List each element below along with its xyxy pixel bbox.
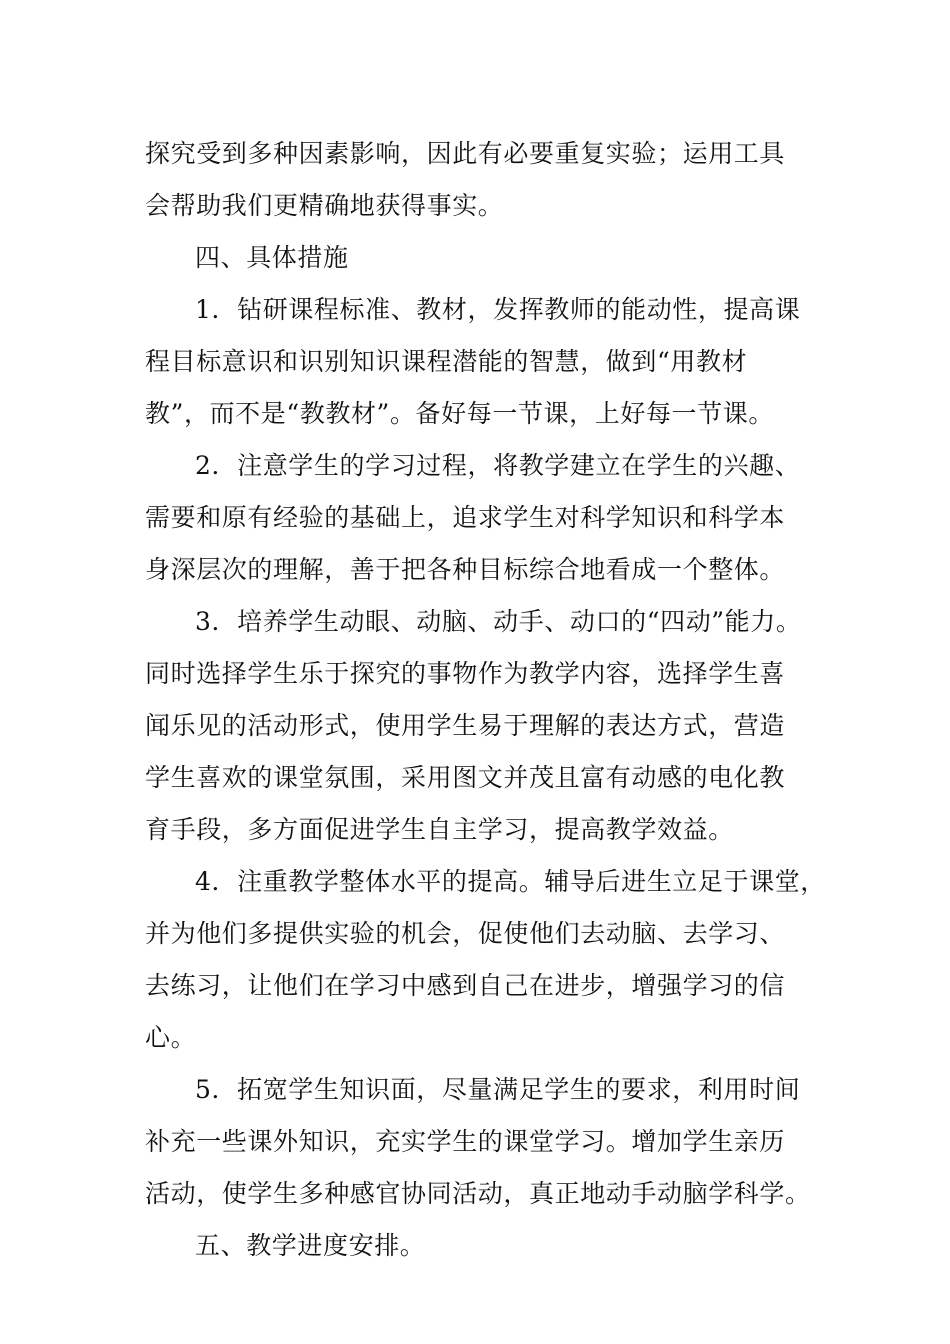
text-line: 会帮助我们更精确地获得事实。: [145, 191, 504, 220]
text-line: 4．注重教学整体水平的提高。辅导后进生立足于课堂，: [195, 867, 826, 896]
text-line: 活动，使学生多种感官协同活动，真正地动手动脑学科学。: [145, 1179, 811, 1208]
paragraph-item-3: [145, 596, 815, 856]
text-line: 探究受到多种因素影响，因此有必要重复实验；运用工具: [145, 139, 786, 168]
paragraph-item-4: [145, 856, 826, 1064]
text-line: 1．钻研课程标准、教材，发挥教师的能动性，提高课: [195, 295, 801, 324]
text-line: 同时选择学生乐于探究的事物作为教学内容，选择学生喜: [145, 659, 786, 688]
text-line: 程目标意识和识别知识课程潜能的智慧，做到“用教材: [145, 347, 748, 376]
section-heading-measures: [145, 232, 815, 284]
section-heading: 五、教学进度安排。: [195, 1231, 426, 1260]
text-line: 闻乐见的活动形式，使用学生易于理解的表达方式，营造: [145, 711, 786, 740]
paragraph-continuation: [145, 128, 815, 232]
text-line: 需要和原有经验的基础上，追求学生对科学知识和科学本: [145, 503, 786, 532]
section-heading-schedule: [145, 1220, 815, 1272]
text-line: 心。: [145, 1023, 197, 1052]
section-heading: 四、具体措施: [195, 243, 349, 272]
text-line: 育手段，多方面促进学生自主学习，提高教学效益。: [145, 815, 734, 844]
text-line: 教”，而不是“教教材”。备好每一节课，上好每一节课。: [145, 399, 774, 428]
text-line: 身深层次的理解，善于把各种目标综合地看成一个整体。: [145, 555, 786, 584]
paragraph-item-5: [145, 1064, 815, 1220]
text-line: 并为他们多提供实验的机会，促使他们去动脑、去学习、: [145, 919, 786, 948]
text-line: 5．拓宽学生知识面，尽量满足学生的要求，利用时间: [195, 1075, 801, 1104]
text-line: 2．注意学生的学习过程，将教学建立在学生的兴趣、: [195, 451, 801, 480]
text-line: 去练习，让他们在学习中感到自己在进步，增强学习的信: [145, 971, 786, 1000]
text-line: 补充一些课外知识，充实学生的课堂学习。增加学生亲历: [145, 1127, 786, 1156]
text-line: 3．培养学生动眼、动脑、动手、动口的“四动”能力。: [195, 607, 802, 636]
paragraph-item-2: [145, 440, 815, 596]
text-line: 学生喜欢的课堂氛围，采用图文并茂且富有动感的电化教: [145, 763, 786, 792]
paragraph-item-1: [145, 284, 815, 440]
document-body: [145, 128, 826, 1272]
